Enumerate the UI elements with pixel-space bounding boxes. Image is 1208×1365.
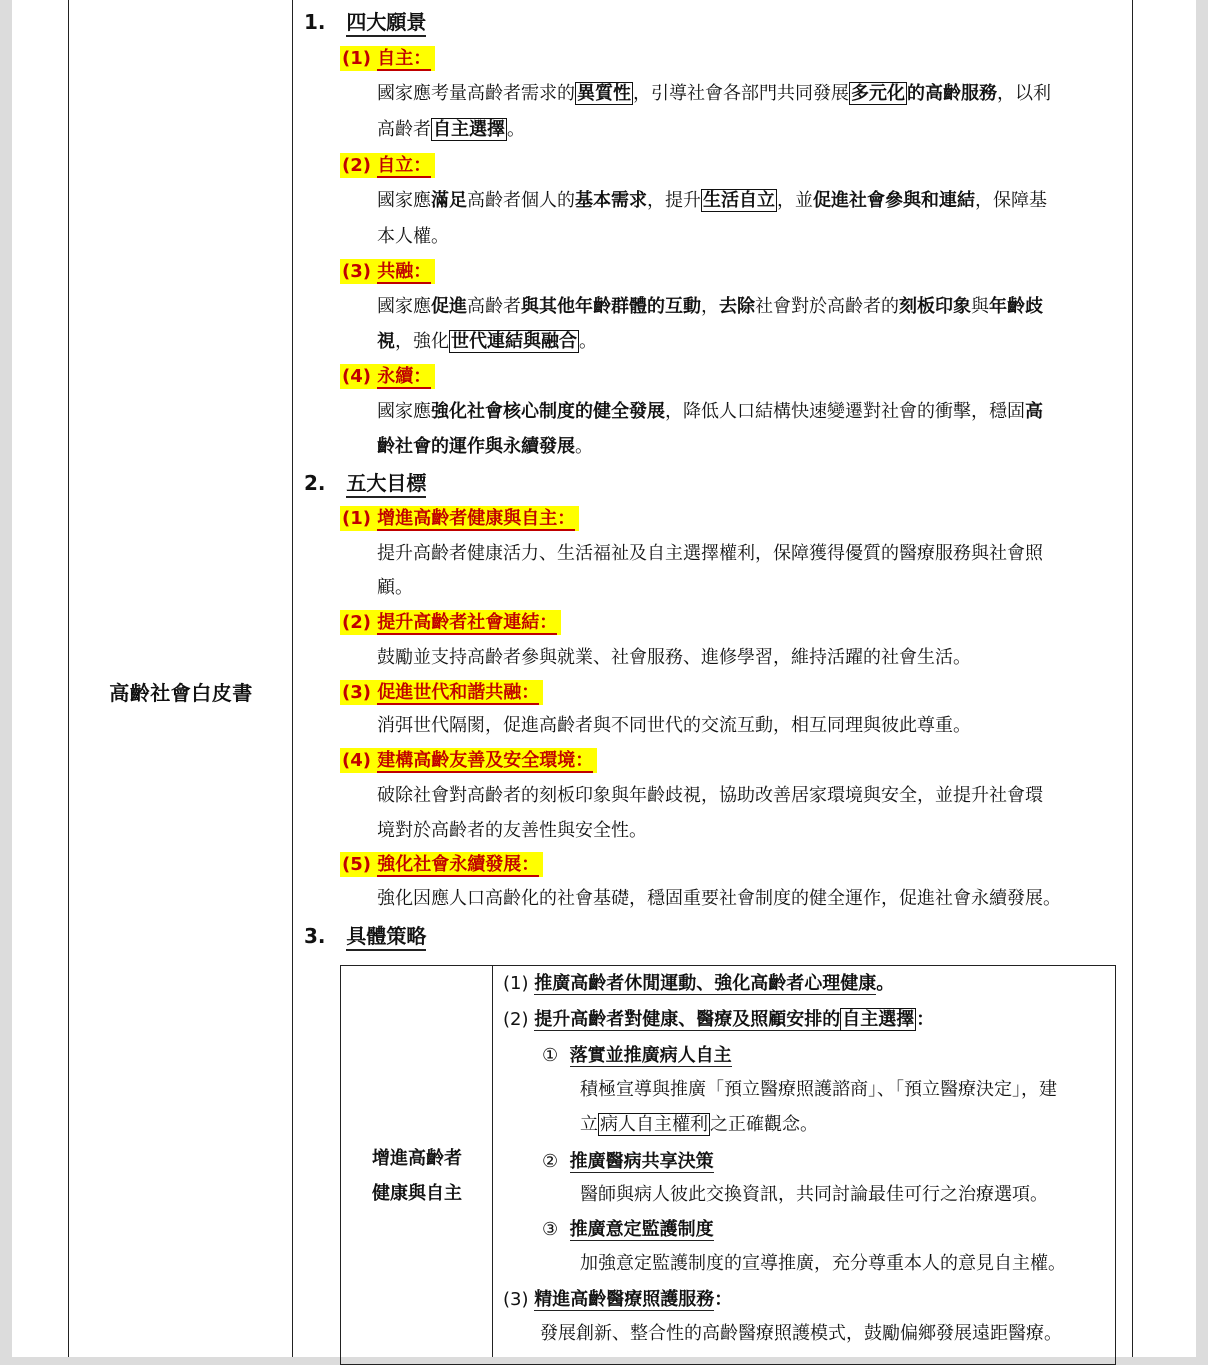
section3-title: 具體策略 <box>346 924 426 951</box>
section2-title: 五大目標 <box>346 471 426 498</box>
vision-2-line1: 國家應滿足高齡者個人的基本需求，提升 生活自立 ，並促進社會參與和連結，保障基 <box>377 190 1047 211</box>
strategy-2-sub-2-line1: 醫師與病人彼此交換資訊，共同討論最佳可行之治療選項。 <box>580 1184 1048 1205</box>
strategy-2-sub-3-line1: 加強意定監護制度的宣導推廣，充分尊重本人的意見自主權。 <box>580 1253 1066 1274</box>
strategy-1: (1) 推廣高齡者休閒運動、強化高齡者心理健康。 <box>503 973 895 994</box>
goal-4-line2: 境對於高齡者的友善性與安全性。 <box>377 820 647 841</box>
strategy-2: (2) 提升高齡者對健康、醫療及照顧安排的 自主選擇 ： <box>503 1009 935 1030</box>
left-column-label: 高齡社會白皮書 <box>109 681 253 705</box>
goal-5-label: (5) 強化社會永續發展： <box>340 853 543 877</box>
section1-title: 四大願景 <box>346 10 426 37</box>
goal-3-label: (3) 促進世代和諧共融： <box>340 681 543 705</box>
vision-1-label: (1) 自主： <box>340 47 435 71</box>
section2-heading <box>304 471 426 495</box>
vision-4-label: (4) 永續： <box>340 365 435 389</box>
strategy-3: (3) 精進高齡醫療照護服務： <box>503 1289 733 1310</box>
goal-1-label: (1) 增進高齡者健康與自主： <box>340 507 579 531</box>
section1-heading <box>304 10 426 34</box>
vision-3-label: (3) 共融： <box>340 260 435 284</box>
vision-2-line2: 本人權。 <box>377 226 449 247</box>
goal-4-label: (4) 建構高齡友善及安全環境： <box>340 749 597 773</box>
goal-2-line1: 鼓勵並支持高齡者參與就業、社會服務、進修學習，維持活躍的社會生活。 <box>377 647 971 668</box>
goal-5-line1: 強化因應人口高齡化的社會基礎，穩固重要社會制度的健全運作，促進社會永續發展。 <box>377 888 1061 909</box>
goal-1-line2: 顧。 <box>377 577 413 598</box>
vision-4-line1: 國家應強化社會核心制度的健全發展，降低人口結構快速變遷對社會的衝擊，穩固高 <box>377 401 1043 422</box>
strategy-category-line2: 健康與自主 <box>372 1183 462 1204</box>
goal-4-line1: 破除社會對高齡者的刻板印象與年齡歧視，協助改善居家環境與安全，並提升社會環 <box>377 785 1043 806</box>
strategy-2-sub-1-line1: 積極宣導與推廣「預立醫療照護諮商」、「預立醫療決定」，建 <box>580 1079 1057 1100</box>
section2-number: 2. <box>304 471 326 495</box>
vision-3-line1: 國家應促進高齡者與其他年齡群體的互動，去除社會對於高齡者的刻板印象與年齡歧 <box>377 296 1043 317</box>
vision-1-line2: 高齡者 自主選擇 。 <box>377 119 525 140</box>
table-column-divider <box>292 0 293 1357</box>
section3-number: 3. <box>304 924 326 948</box>
vision-2-label: (2) 自立： <box>340 154 435 178</box>
strategy-2-sub-1-title: ① 落實並推廣病人自主 <box>542 1045 732 1066</box>
strategy-table-divider <box>492 965 493 1357</box>
vision-1-line1: 國家應考量高齡者需求的 異質性 ，引導社會各部門共同發展 多元化 的高齡服務，以利 <box>377 83 1051 104</box>
strategy-2-sub-2-title: ② 推廣醫病共享決策 <box>542 1151 714 1172</box>
strategy-2-sub-1-line2: 立 病人自主權利 之正確觀念。 <box>580 1114 818 1135</box>
strategy-category-line1: 增進高齡者 <box>372 1148 462 1169</box>
section3-heading <box>304 924 426 948</box>
goal-1-line1: 提升高齡者健康活力、生活福祉及自主選擇權利，保障獲得優質的醫療服務與社會照 <box>377 543 1043 564</box>
goal-2-label: (2) 提升高齡者社會連結： <box>340 611 561 635</box>
strategy-3-line1: 發展創新、整合性的高齡醫療照護模式，鼓勵偏鄉發展遠距醫療。 <box>540 1323 1062 1344</box>
strategy-2-sub-3-title: ③ 推廣意定監護制度 <box>542 1219 714 1240</box>
vision-3-line2: 視，強化 世代連結與融合 。 <box>377 331 597 352</box>
section1-number: 1. <box>304 10 326 34</box>
goal-3-line1: 消弭世代隔閡，促進高齡者與不同世代的交流互動，相互同理與彼此尊重。 <box>377 715 971 736</box>
vision-4-line2: 齡社會的運作與永續發展。 <box>377 436 593 457</box>
